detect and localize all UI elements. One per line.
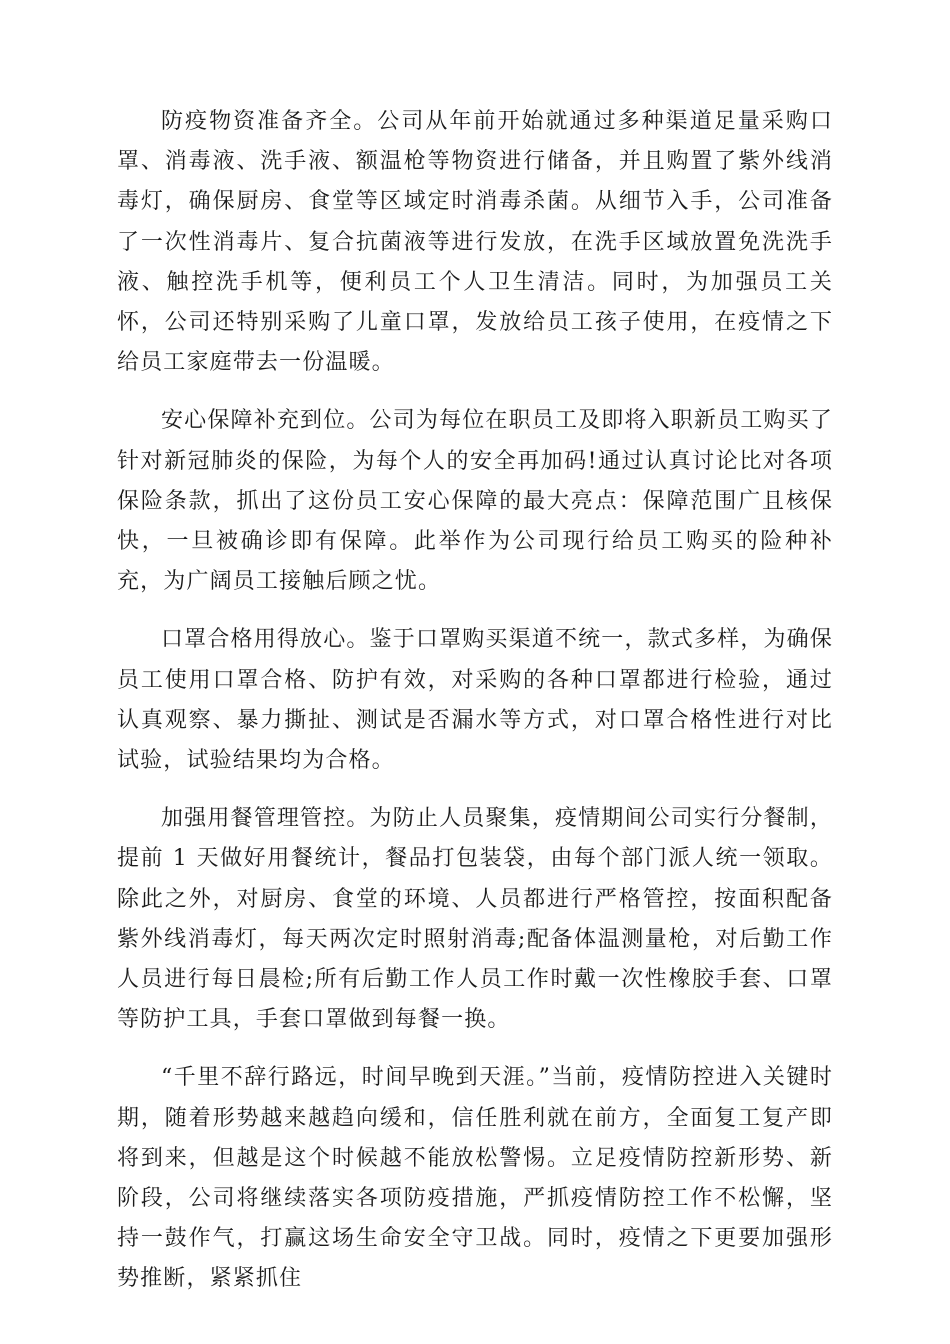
document-body bbox=[117, 102, 833, 1318]
paragraph-masks: 口罩合格用得放心。鉴于口罩购买渠道不统一，款式多样，为确保员工使用口罩合格、防护有效，对采购的各种口罩都进行检验，通过认真观察、暴力撕扯、测试是否漏水等方式，对口罩合格性进行对比试验，试验结果均为合格。 bbox=[117, 627, 833, 774]
paragraph-supplies: 防疫物资准备齐全。公司从年前开始就通过多种渠道足量采购口罩、消毒液、洗手液、额温枪等物资进行储备，并且购置了紫外线消毒灯，确保厨房、食堂等区域定时消毒杀菌。从细节入手，公司准备了一次性消毒片、复合抗菌液等进行发放，在洗手区域放置免洗洗手液、触控洗手机等，便利员工个人卫生清洁。同时，为加强员工关怀，公司还特别采购了儿童口罩，发放给员工孩子使用，在疫情之下给员工家庭带去一份温暖。 bbox=[117, 109, 833, 376]
paragraph-outlook: “千里不辞行路远，时间早晚到天涯。”当前，疫情防控进入关键时期，随着形势越来越趋向缓和，信任胜利就在前方，全面复工复产即将到来，但越是这个时候越不能放松警惕。立足疫情防控新形势、新阶段，公司将继续落实各项防疫措施，严抓疫情防控工作不松懈，坚持一鼓作气，打赢这场生命安全守卫战。同时，疫情之下更要加强形势推断，紧紧抓住 bbox=[117, 1065, 833, 1292]
paragraph-insurance: 安心保障补充到位。公司为每位在职员工及即将入职新员工购买了针对新冠肺炎的保险，为每个人的安全再加码!通过认真讨论比对各项保险条款，抓出了这份员工安心保障的最大亮点：保障范围广且核保快，一旦被确诊即有保障。此举作为公司现行给员工购买的险种补充，为广阔员工接触后顾之忧。 bbox=[117, 408, 833, 595]
paragraph-dining: 加强用餐管理管控。为防止人员聚集，疫情期间公司实行分餐制，提前 1 天做好用餐统计，餐品打包装袋，由每个部门派人统一领取。除此之外，对厨房、食堂的环境、人员都进行严格管控，按面积配备紫外线消毒灯，每天两次定时照射消毒;配备体温测量枪，对后勤工作人员进行每日晨检;所有后勤工作人员工作时戴一次性橡胶手套、口罩等防护工具，手套口罩做到每餐一换。 bbox=[117, 806, 833, 1033]
